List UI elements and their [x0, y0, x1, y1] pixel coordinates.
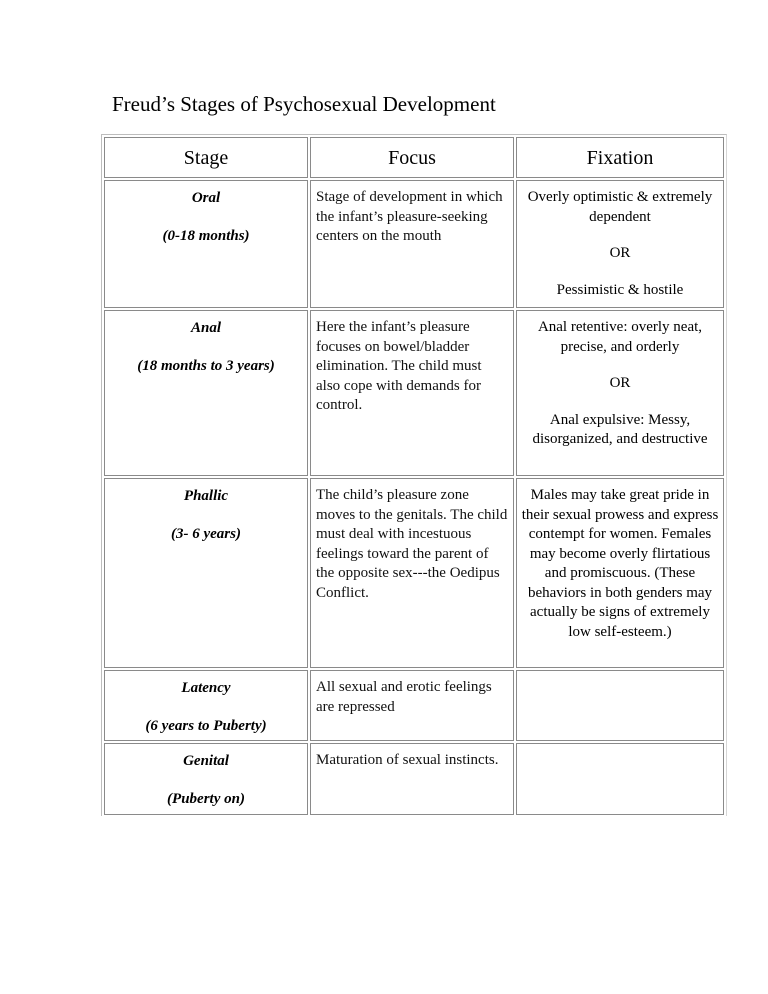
stage-age: (18 months to 3 years): [137, 357, 275, 374]
stage-name: Genital: [183, 753, 229, 769]
stage-age: (6 years to Puberty): [145, 717, 267, 734]
fixation-text: Pessimistic & hostile: [556, 281, 684, 298]
stage-name: Phallic: [183, 488, 229, 504]
fixation-cell-anal: [516, 310, 724, 476]
header-fixation: Fixation: [516, 137, 724, 178]
focus-cell-phallic: The child’s pleasure zone moves to the genitals. The child must deal with incestuous feelings toward the parent of the opposite sex---the Oedipus Conflict.: [310, 478, 514, 668]
focus-cell-latency: All sexual and erotic feelings are repressed: [310, 670, 514, 741]
fixation-text: Anal retentive: overly neat, precise, and orderly: [537, 319, 703, 355]
stage-name: Oral: [191, 190, 221, 206]
fixation-or: OR: [609, 375, 631, 391]
fixation-cell-phallic: [516, 478, 724, 668]
fixation-text: Overly optimistic & extremely dependent: [527, 189, 713, 225]
stage-cell-genital: [104, 743, 308, 815]
fixation-cell-latency: [516, 670, 724, 741]
stage-cell-anal: [104, 310, 308, 476]
fixation-or: OR: [609, 245, 631, 261]
stage-cell-latency: [104, 670, 308, 741]
fixation-cell-oral: [516, 180, 724, 308]
header-focus: Focus: [310, 137, 514, 178]
focus-cell-genital: Maturation of sexual instincts.: [310, 743, 514, 815]
stage-name: Anal: [190, 320, 221, 336]
stage-age: (3- 6 years): [171, 525, 241, 542]
stage-age: (0-18 months): [162, 227, 250, 244]
page-title: Freud’s Stages of Psychosexual Development: [112, 92, 496, 116]
stage-age: (Puberty on): [167, 790, 245, 807]
fixation-cell-genital: [516, 743, 724, 815]
header-stage: Stage: [104, 137, 308, 178]
stage-name: Latency: [181, 680, 231, 696]
fixation-text: Anal expulsive: Messy, disorganized, and destructive: [532, 411, 708, 447]
fixation-text: Males may take great pride in their sexual prowess and express contempt for women. Females may become overly flirtatious and promiscuous. (These behaviors in both genders may actually be signs of extremely low self-esteem.): [521, 487, 719, 640]
stage-cell-phallic: [104, 478, 308, 668]
stage-cell-oral: [104, 180, 308, 308]
focus-cell-oral: Stage of development in which the infant’s pleasure-seeking centers on the mouth: [310, 180, 514, 308]
focus-cell-anal: Here the infant’s pleasure focuses on bowel/bladder elimination. The child must also cope with demands for control.: [310, 310, 514, 476]
